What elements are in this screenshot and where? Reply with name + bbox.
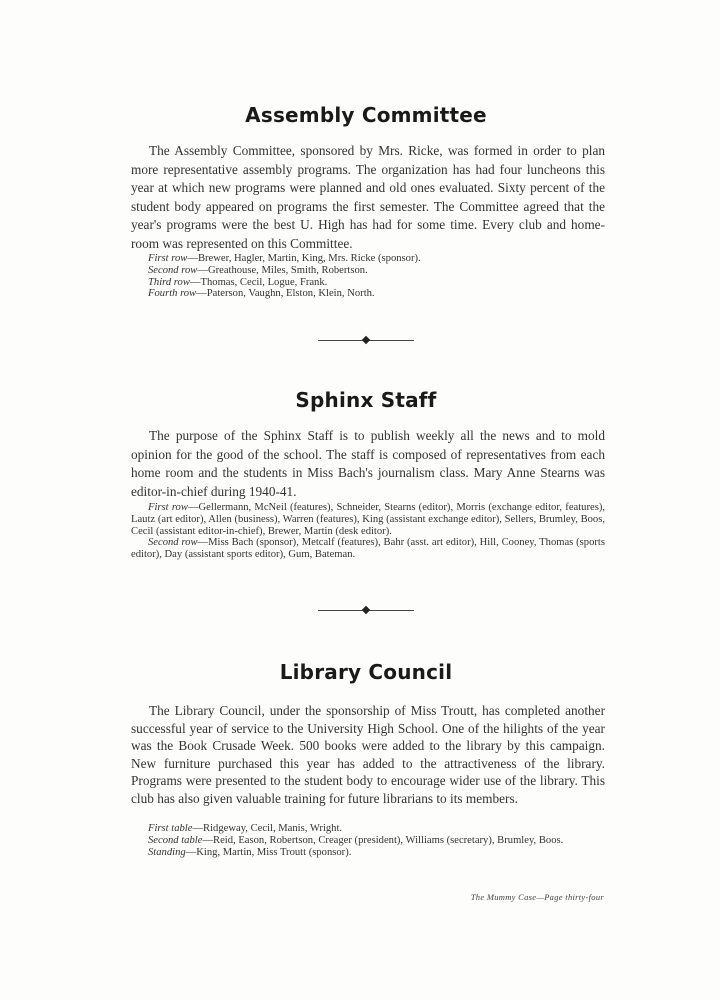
caption-label: Third row: [148, 276, 190, 288]
caption-label: Second table: [148, 834, 203, 846]
caption-label: Second row: [148, 264, 198, 276]
library-council-captions: [131, 823, 605, 858]
caption-line: [131, 502, 605, 537]
section-title-library-council: Library Council: [279, 660, 453, 684]
caption-text: —Paterson, Vaughn, Elston, Klein, North.: [196, 288, 375, 300]
caption-line: [131, 253, 605, 265]
sphinx-staff-paragraph: The purpose of the Sphinx Staff is to publish weekly all the news and to mold opinion for the good of the school. The staff is composed of representatives from each home room and the students in Miss Bach's journalism class. Mary Anne Stearns was editor-in-chief during 1940-41.: [131, 428, 605, 499]
caption-text: —Brewer, Hagler, Martin, King, Mrs. Ricke (sponsor).: [187, 253, 421, 264]
caption-label: Second row: [148, 537, 198, 549]
library-council-paragraph: The Library Council, under the sponsorship of Miss Troutt, has completed another successful year of service to the University High School. One of the hilights of the year was the Book Crusade Week. 500 books were added to the library by this campaign. New furniture purchased this year has added to the attractiveness of the library. Programs were presented to the student body to encourage wider use of the library. This club has also given valuable training for future librarians to its members.: [131, 703, 605, 806]
caption-line: [131, 288, 605, 300]
caption-label: First table: [148, 823, 193, 834]
caption-label: First row: [148, 502, 188, 513]
assembly-committee-captions: [131, 253, 605, 300]
caption-label: Standing: [148, 846, 186, 858]
caption-text: —Miss Bach (sponsor), Metcalf (features), Bahr (asst. art editor), Hill, Cooney, Thomas (sports editor), Day (assistant sports editor), Gum, Bateman.: [131, 537, 605, 561]
ornamental-divider: [318, 610, 414, 611]
caption-text: —Thomas, Cecil, Logue, Frank.: [189, 276, 328, 288]
sphinx-staff-captions: [131, 502, 605, 561]
assembly-committee-paragraph: The Assembly Committee, sponsored by Mrs. Ricke, was formed in order to plan more representative assembly programs. The organization has had four luncheons this year at which new programs were planned and old ones evaluated. Sixty percent of the student body appeared on programs the first semester. The Committee agreed that the year's programs were the best U. High has had for some time. Every club and home-room was represented on this Committee.: [131, 143, 605, 251]
caption-text: —Gellermann, McNeil (features), Schneider, Stearns (editor), Morris (exchange editor, features), Lautz (art editor), Allen (business), Warren (features), King (assistant exchange editor), Sellers, Brumley, Boos, Cecil (assistant editor-in-chief), Brewer, Martin (desk editor).: [131, 502, 606, 537]
caption-line: [131, 835, 605, 847]
caption-line: [131, 847, 605, 859]
caption-text: —Greathouse, Miles, Smith, Robertson.: [197, 264, 368, 276]
caption-text: —Ridgeway, Cecil, Manis, Wright.: [192, 823, 343, 834]
section-title-sphinx-staff: Sphinx Staff: [295, 388, 437, 412]
caption-line: [131, 277, 605, 289]
caption-label: First row: [148, 253, 188, 264]
caption-text: —King, Martin, Miss Troutt (sponsor).: [185, 846, 352, 858]
caption-text: —Reid, Eason, Robertson, Creager (president), Williams (secretary), Brumley, Boos.: [202, 834, 564, 846]
caption-line: [131, 265, 605, 277]
page-footer: The Mummy Case—Page thirty-four: [470, 892, 604, 902]
caption-label: Fourth row: [148, 288, 197, 300]
caption-line: [131, 823, 605, 835]
ornamental-divider: [318, 340, 414, 341]
diamond-icon: [362, 606, 370, 614]
section-title-assembly-committee: Assembly Committee: [245, 103, 487, 127]
caption-line: [131, 537, 605, 561]
diamond-icon: [362, 336, 370, 344]
